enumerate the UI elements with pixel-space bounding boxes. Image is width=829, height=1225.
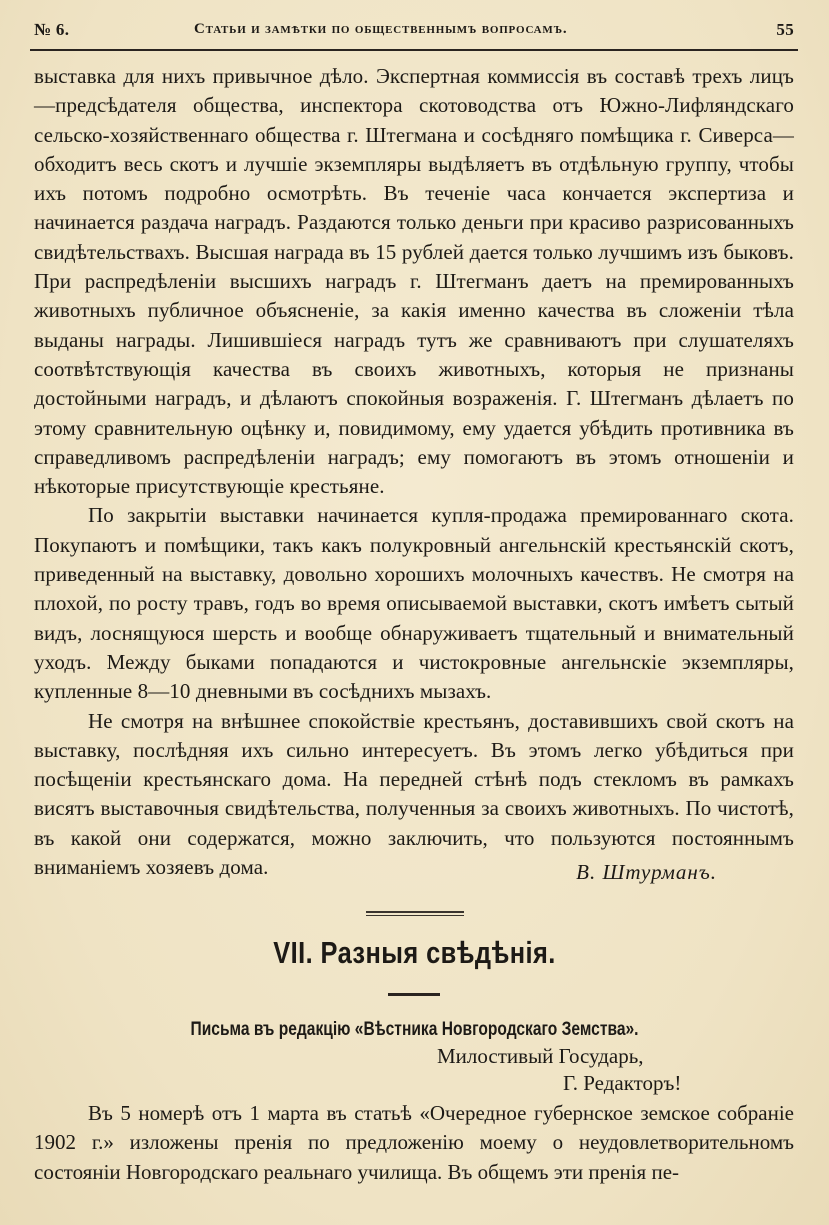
letter-heading: Письма въ редакцію «Вѣстника Новгородскаго Земства». (190, 1019, 639, 1040)
article-paragraph-2: По закрытіи выставки начинается купля-продажа премированнаго скота. Покупаютъ и помѣщики, такъ какъ полукровный ангельнскій крестьянскій скотъ, приведенный на выставку, довольно хорошихъ молочныхъ качествъ. Не смотря на плохой, по росту травъ, годъ во время описываемой выставки, скотъ имѣетъ сытый видъ, лоснящуюся шерсть и вообще обнаруживаетъ тщательный и внимательный уходъ. Между быками попадаются и чистокровные ангельнскіе экземпляры, купленные 8—10 дневными въ сосѣднихъ мызахъ. (34, 503, 794, 704)
issue-number: № 6. (34, 20, 70, 39)
section-divider-top (366, 911, 464, 913)
letter-body (34, 1099, 794, 1187)
author-signature: В. Штурманъ. (576, 860, 717, 884)
salutation-line-1: Милостивый Государь, (437, 1044, 644, 1068)
section-divider-bottom (388, 993, 440, 996)
article-paragraph-3: Не смотря на внѣшнее спокойствіе крестьянъ, доставившихъ свой скотъ на выставку, послѣдняя ихъ сильно интересуетъ. Въ этомъ легко убѣдиться при посѣщеніи крестьянскаго дома. На передней стѣнѣ подъ стекломъ въ рамкахъ висятъ выставочныя свидѣтельства, полученныя за своихъ животныхъ. По чистотѣ, въ какой они содержатся, можно заключить, что пользуются постояннымъ вниманіемъ хозяевъ дома. (34, 708, 794, 880)
running-title: Статьи и замѣтки по общественнымъ вопросамъ. (194, 21, 568, 37)
running-header (34, 20, 794, 44)
salutation-line-2: Г. Редакторъ! (563, 1071, 682, 1095)
header-rule (30, 49, 798, 51)
section-divider-top-thin (366, 915, 464, 916)
page-number: 55 (776, 20, 794, 39)
letter-paragraph: Въ 5 номерѣ отъ 1 марта въ статьѣ «Очередное губернское земское собраніе 1902 г.» изложены пренія по предложенію моему о неудовлетворительномъ состояніи Новгородскаго реальнаго училища. Въ общемъ эти пренія пе- (34, 1101, 794, 1184)
article-paragraph-1: выставка для нихъ привычное дѣло. Экспертная коммиссія въ составѣ трехъ лицъ—предсѣдателя общества, инспектора скотоводства отъ Южно-Лифляндскаго сельско-хозяйственнаго общества г. Штегмана и сосѣдняго помѣщика г. Сиверса—обходитъ весь скотъ и лучшіе экземпляры выдѣляетъ въ отдѣльную группу, чтобы ихъ потомъ подробно осмотрѣть. Въ теченіе часа кончается экспертиза и начинается раздача наградъ. Раздаются только деньги при красиво разрисованныхъ свидѣтельствахъ. Высшая награда въ 15 рублей дается только лучшимъ изъ быковъ. При распредѣленіи высшихъ наградъ г. Штегманъ даетъ на премированныхъ животныхъ публичное объясненіе, за какія именно качества въ сложеніи тѣла выданы награды. Лишившіеся наградъ тутъ же сравниваютъ при слушателяхъ соотвѣтствующія качества въ своихъ животныхъ, которыя не признаны достойными наградъ, и дѣлаютъ спокойныя возраженія. Г. Штегманъ дѣлаетъ по этому сравнительную оцѣнку и, повидимому, ему удается убѣдить противника въ справедливомъ распредѣленіи наградъ; ему помогаютъ въ этомъ отношеніи и нѣкоторые присутствующіе крестьяне. (34, 64, 794, 499)
article-body (34, 62, 794, 882)
section-title: VII. Разныя свѣдѣнія. (273, 935, 556, 970)
